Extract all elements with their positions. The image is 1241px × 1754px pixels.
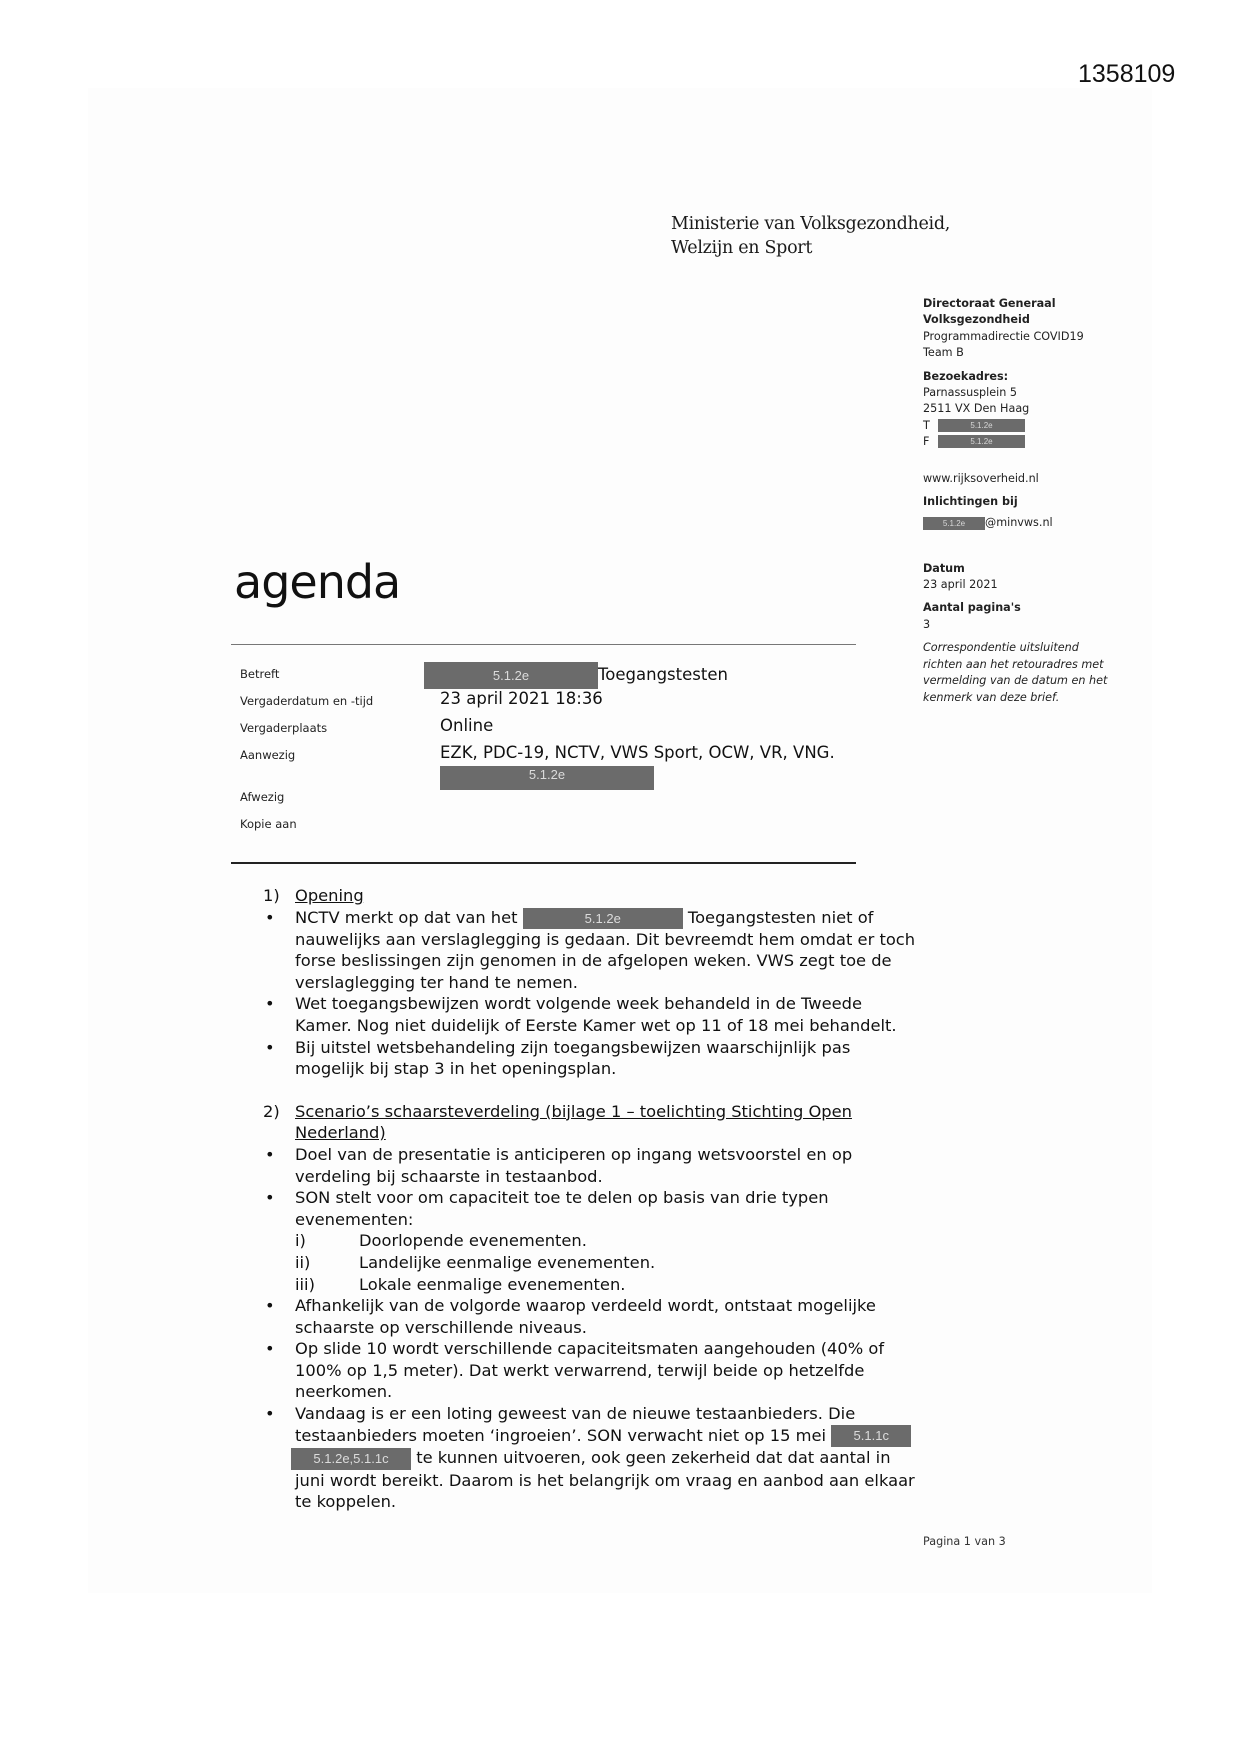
meta-row-present bbox=[240, 743, 860, 785]
bullet-icon: • bbox=[265, 1188, 275, 1208]
place-label: Vergaderplaats bbox=[240, 721, 328, 735]
fax-redaction: 5.1.2e bbox=[938, 435, 1025, 448]
page-title: agenda bbox=[234, 555, 401, 609]
pages-value: 3 bbox=[923, 617, 931, 631]
absent-label: Afwezig bbox=[240, 790, 285, 804]
fax-row bbox=[923, 434, 1133, 450]
phone-key: T bbox=[923, 418, 930, 432]
present-value: EZK, PDC-19, NCTV, VWS Sport, OCW, VR, VNG. bbox=[440, 743, 835, 762]
email-domain: @minvws.nl bbox=[985, 516, 1053, 530]
info-label: Inlichtingen bij bbox=[923, 495, 1018, 509]
bullet-text: Wet toegangsbewijzen wordt volgende week behandeld in de Tweede Kamer. Nog niet duidelijk of Eerste Kamer wet op 11 of 18 mei behandelt. bbox=[295, 994, 897, 1035]
sub-item bbox=[263, 1274, 923, 1296]
ministry-logo-text bbox=[671, 212, 950, 260]
bullet-text: Vandaag is er een loting geweest van de nieuwe testaanbieders. Die testaanbieders moeten ‘ingroeien’. SON verwacht niet op 15 mei bbox=[295, 1404, 856, 1445]
org-line-3: Programmadirectie COVID19 bbox=[923, 329, 1084, 343]
list-item bbox=[263, 907, 923, 994]
bullet-text: Toegangstesten niet of nauwelijks aan verslaglegging is gedaan. Dit bevreemdt hem omdat er toch forse beslissingen zijn genomen in de afgelopen weken. VWS zegt toe de verslaglegging ter hand te nemen. bbox=[295, 907, 916, 992]
bottom-divider bbox=[231, 862, 856, 864]
bullet-icon: • bbox=[265, 1144, 275, 1164]
section-number: 1) bbox=[263, 886, 280, 905]
list-item bbox=[263, 993, 923, 1036]
present-label: Aanwezig bbox=[240, 748, 296, 762]
subject-redaction: 5.1.2e bbox=[424, 662, 598, 689]
list-item bbox=[263, 1403, 923, 1513]
section-number: 2) bbox=[263, 1101, 280, 1121]
phone-row bbox=[923, 418, 1133, 434]
subject-value bbox=[424, 662, 728, 689]
list-item bbox=[263, 1037, 923, 1080]
sub-item-text: Lokale eenmalige evenementen. bbox=[359, 1274, 626, 1294]
agenda-body bbox=[263, 885, 923, 1513]
bullet-text: NCTV merkt op dat van het bbox=[295, 907, 518, 927]
list-item bbox=[263, 1144, 923, 1187]
datetime-value: 23 april 2021 18:36 bbox=[440, 689, 603, 708]
org-line-4: Team B bbox=[923, 346, 964, 360]
present-redaction: 5.1.2e bbox=[440, 766, 654, 790]
date-value: 23 april 2021 bbox=[923, 578, 998, 592]
bullet-text: te kunnen uitvoeren, ook geen zekerheid dat dat aantal in juni wordt bereikt. Daarom is het belangrijk om vraag en aanbod aan elkaar te koppelen. bbox=[295, 1448, 915, 1512]
sub-item bbox=[263, 1230, 923, 1252]
bullet-text: SON stelt voor om capaciteit toe te delen op basis van drie typen evenementen: bbox=[295, 1188, 829, 1229]
address-line-2: 2511 VX Den Haag bbox=[923, 402, 1030, 416]
top-divider bbox=[231, 644, 856, 645]
org-line-2: Volksgezondheid bbox=[923, 313, 1030, 327]
org-line-1: Directoraat Generaal bbox=[923, 297, 1056, 310]
section-title: Opening bbox=[295, 886, 364, 905]
sub-item-text: Doorlopende evenementen. bbox=[359, 1231, 587, 1251]
list-item bbox=[263, 1187, 923, 1230]
document-id: 1358109 bbox=[1078, 60, 1176, 88]
sender-sidebar bbox=[923, 296, 1133, 706]
phone-redaction: 5.1.2e bbox=[938, 419, 1025, 432]
subject-label: Betreft bbox=[240, 667, 280, 681]
ministry-line-1: Ministerie van Volksgezondheid, bbox=[671, 214, 951, 234]
sub-item-numeral: ii) bbox=[295, 1252, 311, 1272]
website-link[interactable]: www.rijksoverheid.nl bbox=[923, 471, 1039, 485]
section-heading-2 bbox=[263, 1101, 923, 1144]
sub-item-numeral: i) bbox=[295, 1231, 306, 1251]
redaction-box: 5.1.2e,5.1.1c bbox=[291, 1448, 411, 1470]
page-number: Pagina 1 van 3 bbox=[923, 1535, 1006, 1548]
bullet-text: Bij uitstel wetsbehandeling zijn toegangsbewijzen waarschijnlijk pas mogelijk bij stap 3 in het openingsplan. bbox=[295, 1037, 851, 1079]
meta-row-absent bbox=[240, 785, 860, 812]
ministry-line-2: Welzijn en Sport bbox=[671, 238, 813, 258]
place-value: Online bbox=[440, 716, 494, 735]
pages-label: Aantal pagina's bbox=[923, 601, 1021, 615]
sub-item-numeral: iii) bbox=[295, 1274, 315, 1294]
meeting-meta bbox=[240, 662, 860, 839]
subject-text: Toegangstesten bbox=[598, 665, 728, 684]
bullet-icon: • bbox=[265, 1339, 275, 1359]
section-heading-1 bbox=[263, 885, 923, 907]
section-title: Scenario’s schaarsteverdeling (bijlage 1 – toelichting Stichting Open Nederland) bbox=[295, 1101, 852, 1143]
bullet-icon: • bbox=[265, 1037, 275, 1057]
address-line-1: Parnassusplein 5 bbox=[923, 386, 1017, 400]
date-label: Datum bbox=[923, 561, 965, 575]
sub-item-text: Landelijke eenmalige evenementen. bbox=[359, 1252, 656, 1272]
copy-label: Kopie aan bbox=[240, 817, 297, 831]
email-redaction: 5.1.2e bbox=[923, 517, 985, 530]
bullet-icon: • bbox=[265, 1404, 275, 1424]
bullet-icon: • bbox=[265, 907, 275, 927]
bullet-text: Afhankelijk van de volgorde waarop verdeeld wordt, ontstaat mogelijke schaarste op verschillende niveaus. bbox=[295, 1296, 876, 1337]
email-row bbox=[923, 516, 1133, 532]
bullet-text: Op slide 10 wordt verschillende capaciteitsmaten aangehouden (40% of 100% op 1,5 meter). Dat werkt verwarrend, terwijl beide op hetzelfde neerkomen. bbox=[295, 1339, 885, 1402]
meta-row-datetime bbox=[240, 689, 860, 716]
sub-item bbox=[263, 1252, 923, 1274]
fax-key: F bbox=[923, 434, 930, 448]
datetime-label: Vergaderdatum en -tijd bbox=[240, 694, 374, 708]
list-item bbox=[263, 1295, 923, 1338]
bullet-icon: • bbox=[265, 1296, 275, 1316]
meta-row-copy bbox=[240, 812, 860, 839]
redaction-box: 5.1.1c bbox=[831, 1425, 911, 1447]
list-item bbox=[263, 1338, 923, 1403]
meta-row-place bbox=[240, 716, 860, 743]
meta-row-subject bbox=[240, 662, 860, 689]
redaction-box: 5.1.2e bbox=[523, 908, 683, 929]
correspondence-notice: Correspondentie uitsluitend richten aan het retouradres met vermelding van de datum en het kenmerk van deze brief. bbox=[923, 641, 1108, 704]
bullet-text: Doel van de presentatie is anticiperen op ingang wetsvoorstel en op verdeling bij schaarste in testaanbod. bbox=[295, 1144, 853, 1186]
visit-address-label: Bezoekadres: bbox=[923, 369, 1009, 383]
bullet-icon: • bbox=[265, 994, 275, 1014]
